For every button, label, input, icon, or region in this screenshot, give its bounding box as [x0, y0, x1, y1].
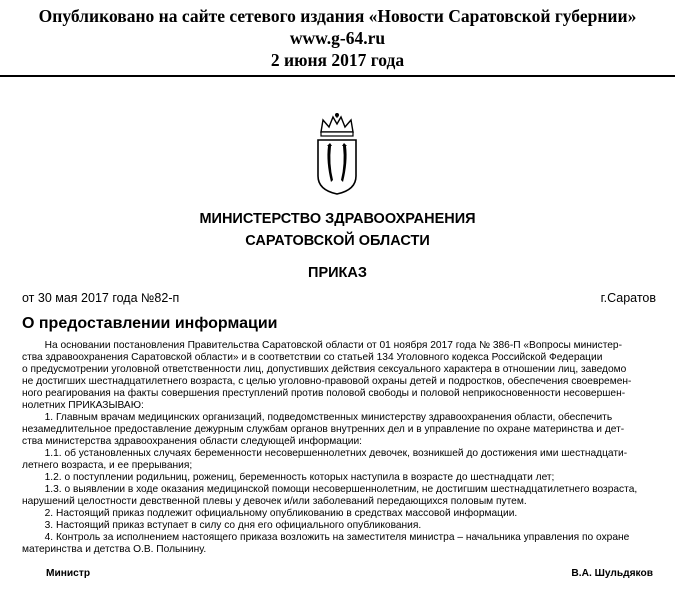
body-line: о предусмотрении уголовной ответственности лиц, допустивших действия сексуального характера в отношении лиц, заведомо: [22, 364, 627, 375]
body-line: 1.3. о выявлении в ходе оказания медицинской помощи несовершеннолетним, не достигшим шестнадцатилетнего возраста,: [22, 484, 638, 495]
body-line: незамедлительное предоставление дежурным службам органов внутренних дел и в управление по охране материнства и дет-: [22, 424, 625, 435]
header-divider: [0, 75, 675, 77]
publication-line-1: Опубликовано на сайте сетевого издания «Новости Саратовской губернии»: [38, 6, 637, 26]
body-line: 1. Главным врачам медицинских организаций, подведомственных министерству здравоохранения области, обеспечить: [22, 412, 613, 423]
body-line: 1.2. о поступлении родильниц, рожениц, беременность которых наступила в возрасте до шестнадцати лет;: [22, 472, 555, 483]
body-line: летнего возраста, и ее прерывания;: [22, 460, 193, 471]
body-line: нолетних ПРИКАЗЫВАЮ:: [22, 400, 144, 411]
coat-of-arms-emblem: [313, 112, 361, 196]
body-line: 3. Настоящий приказ вступает в силу со дня его официального опубликования.: [22, 520, 422, 531]
body-line: 1.1. об установленных случаях беременности несовершеннолетних девочек, возникшей до достижения ими шестнадцати-: [22, 448, 628, 459]
shield-icon: [318, 140, 356, 194]
body-line: материнства и детства О.В. Полынину.: [22, 544, 207, 555]
body-line: ного реагирования на факты совершения преступлений против половой свободы и половой неприкосновенности несовершен-: [22, 388, 626, 399]
order-city: г.Саратов: [600, 291, 656, 305]
publication-website: www.g-64.ru: [289, 28, 386, 48]
document-type-title: ПРИКАЗ: [308, 265, 367, 281]
body-line: ства министерства здравоохранения области следующей информации:: [22, 436, 363, 447]
body-line: 2. Настоящий приказ подлежит официальному опубликованию в средствах массовой информации.: [22, 508, 518, 519]
body-line: не достигших шестнадцатилетнего возраста, с целью уголовно-правовой охраны детей и подростков, обеспечения своевремен-: [22, 376, 632, 387]
signature-name: В.А. Шульдяков: [571, 568, 653, 579]
ministry-name-line-2: САРАТОВСКОЙ ОБЛАСТИ: [245, 233, 430, 249]
body-line: нарушений целостности девственной плевы у девочек и/или заболеваний передающихся половым путем.: [22, 496, 527, 507]
order-date-number: от 30 мая 2017 года №82-п: [22, 291, 180, 305]
body-line: 4. Контроль за исполнением настоящего приказа возложить на заместителя министра – начальника управления по охране: [22, 532, 630, 543]
signature-role: Министр: [46, 568, 91, 579]
order-subject: О предоставлении информации: [22, 315, 278, 332]
publication-date: 2 июня 2017 года: [270, 50, 405, 70]
body-line: На основании постановления Правительства Саратовской области от 01 ноября 2017 года № 386-П «Вопросы министер-: [22, 340, 622, 351]
crown-icon: [321, 117, 353, 132]
body-line: ства здравоохранения Саратовской области» и в соответствии со статьей 134 Уголовного кодекса Российской Федерации: [22, 352, 603, 363]
ministry-name-line-1: МИНИСТЕРСТВО ЗДРАВООХРАНЕНИЯ: [199, 211, 476, 227]
